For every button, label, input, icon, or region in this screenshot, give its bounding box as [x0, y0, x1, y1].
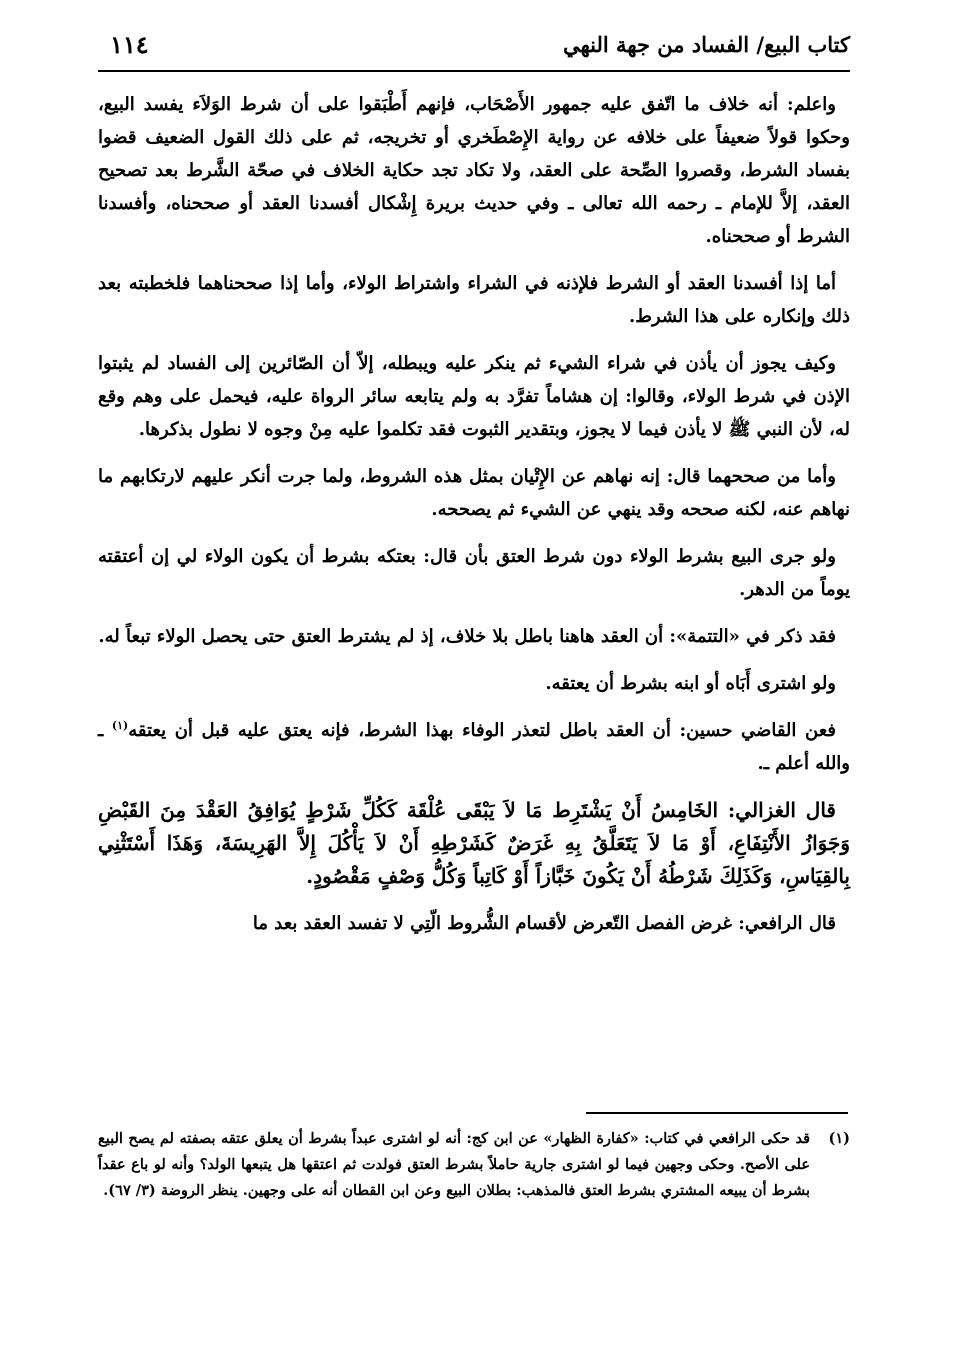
- header-rule: [98, 70, 850, 72]
- paragraph-2: أما إذا أفسدنا العقد أو الشرط فلإذنه في الشراء واشتراط الولاء، وأما إذا صححناهما فلخطبته بعد ذلك وإنكاره على هذا الشرط.: [98, 273, 850, 327]
- ghazali-quote: قال الغزالي: الخَامِسُ أَنْ يَشْتَرِط مَا لاَ يَبْقَى عُلْقَة كَكُلِّ شَرْطٍ يُوَافِقُ العَقْدَ مِنَ القَبْضِ وَجَوَازُ الأَنْتِفَاعِ، أَوْ مَا لاَ يَتَعَلَّقُ بِهِ غَرَضٌ كَشَرْطِهِ أَنْ لاَ يَأْكُلَ إِلاَّ الهَرِيسَةَ، وَهَذَا أَسْتَثْنِي بِالقِيَاسِ، وَكَذَلِكَ شَرْطُهُ أَنْ يَكُونَ خَبَّازاً أَوْ كَاتِباً وَكُلُّ وَصْفٍ مَقْصُودٍ.: [98, 798, 850, 888]
- main-text: [98, 88, 850, 954]
- footnote-reference[interactable]: (١): [111, 719, 129, 732]
- paragraph-4: وأما من صححهما قال: إنه نهاهم عن الإِتْيان بمثل هذه الشروط، ولما جرت أنكر عليهم لارتكابهم ما نهاهم عنه، لكنه صححه وقد ينهي عن الشيء ثم يصححه.: [98, 466, 850, 520]
- paragraph-8: [98, 714, 850, 780]
- paragraph-8-ending: ـ والله أعلم ـ.: [98, 720, 850, 774]
- paragraph-3: وكيف يجوز أن يأذن في شراء الشيء ثم ينكر عليه ويبطله، إلاّ أن الصّائرين إلى الفساد لم يثبتوا الإذن في شرط الولاء، وقالوا: إن هشاماً تفرَّد به ولم يتابعه سائر الرواة عليه، فيحمل على وهم وقع له، لأن النبي ﷺ لا يأذن فيما لا يجوز، وبتقدير الثبوت فقد تكلموا عليه مِنْ وجوه لا نطول بذكرها.: [98, 353, 850, 440]
- paragraph-1: واعلم: أنه خلاف ما اتّفق عليه جمهور الأَصْحَاب، فإنهم أَطْبَقوا على أن شرط الوَلاَء يفسد البيع، وحكوا قولاً ضعيفاً على خلافه عن رواية الإِصْطَخري أو تخريجه، ثم على ذلك القول الضعيف قضوا بفساد الشرط، وقصروا الصِّحة على العقد، ولا تكاد تجد حكاية الخلاف في صحّة الشَّرط بعد تصحيح العقد، إلاَّ للإمام ـ رحمه الله تعالى ـ وفي حديث بريرة إِشْكال أفسدنا العقد أو صححناه، وأفسدنا الشرط أو صححناه.: [98, 94, 850, 247]
- paragraph-7: ولو اشترى أَبَاه أو ابنه بشرط أن يعتقه.: [545, 673, 836, 694]
- footnote-text: قد حكى الرافعي في كتاب: «كفارة الظهار» عن ابن كج: أنه لو اشترى عبداً بشرط أن يعلق عتقه بصفته لم يصح البيع على الأصح. وحكى وجهين فيما لو اشترى جارية حاملاً بشرط العتق فولدت ثم اعتقها هل يتبعها الولد؟ وأنه لو باع عقداً بشرط أن يبيعه المشتري بشرط العتق فالمذهب: بطلان البيع وعن ابن القطان أنه على وجهين. ينظر الروضة (٣/ ٦٧).: [98, 1130, 810, 1199]
- footnote-rule: [586, 1112, 848, 1114]
- page-header: [98, 28, 850, 70]
- running-title: كتاب البيع/ الفساد من جهة النهي: [562, 32, 850, 57]
- paragraph-5: ولو جرى البيع بشرط الولاء دون شرط العتق بأن قال: بعتكه بشرط أن يكون الولاء لي إن أعتقته يوماً من الدهر.: [98, 546, 850, 600]
- footnote: [98, 1126, 850, 1204]
- paragraph-6: فقد ذكر في «التتمة»: أن العقد هاهنا باطل بلا خلاف، إذ لم يشترط العتق حتى يحصل الولاء تبعاً له.: [98, 626, 836, 647]
- rafii-paragraph: قال الرافعي: غرض الفصل التّعرض لأقسام الشُّروط الّتِي لا تفسد العقد بعد ما: [252, 913, 836, 934]
- page-number: ١١٤: [110, 30, 149, 59]
- footnote-marker: (١): [828, 1130, 850, 1147]
- paragraph-8-text: فعن القاضي حسين: أن العقد باطل لتعذر الوفاء بهذا الشرط، فإنه يعتق عليه قبل أن يعتقه: [128, 720, 836, 741]
